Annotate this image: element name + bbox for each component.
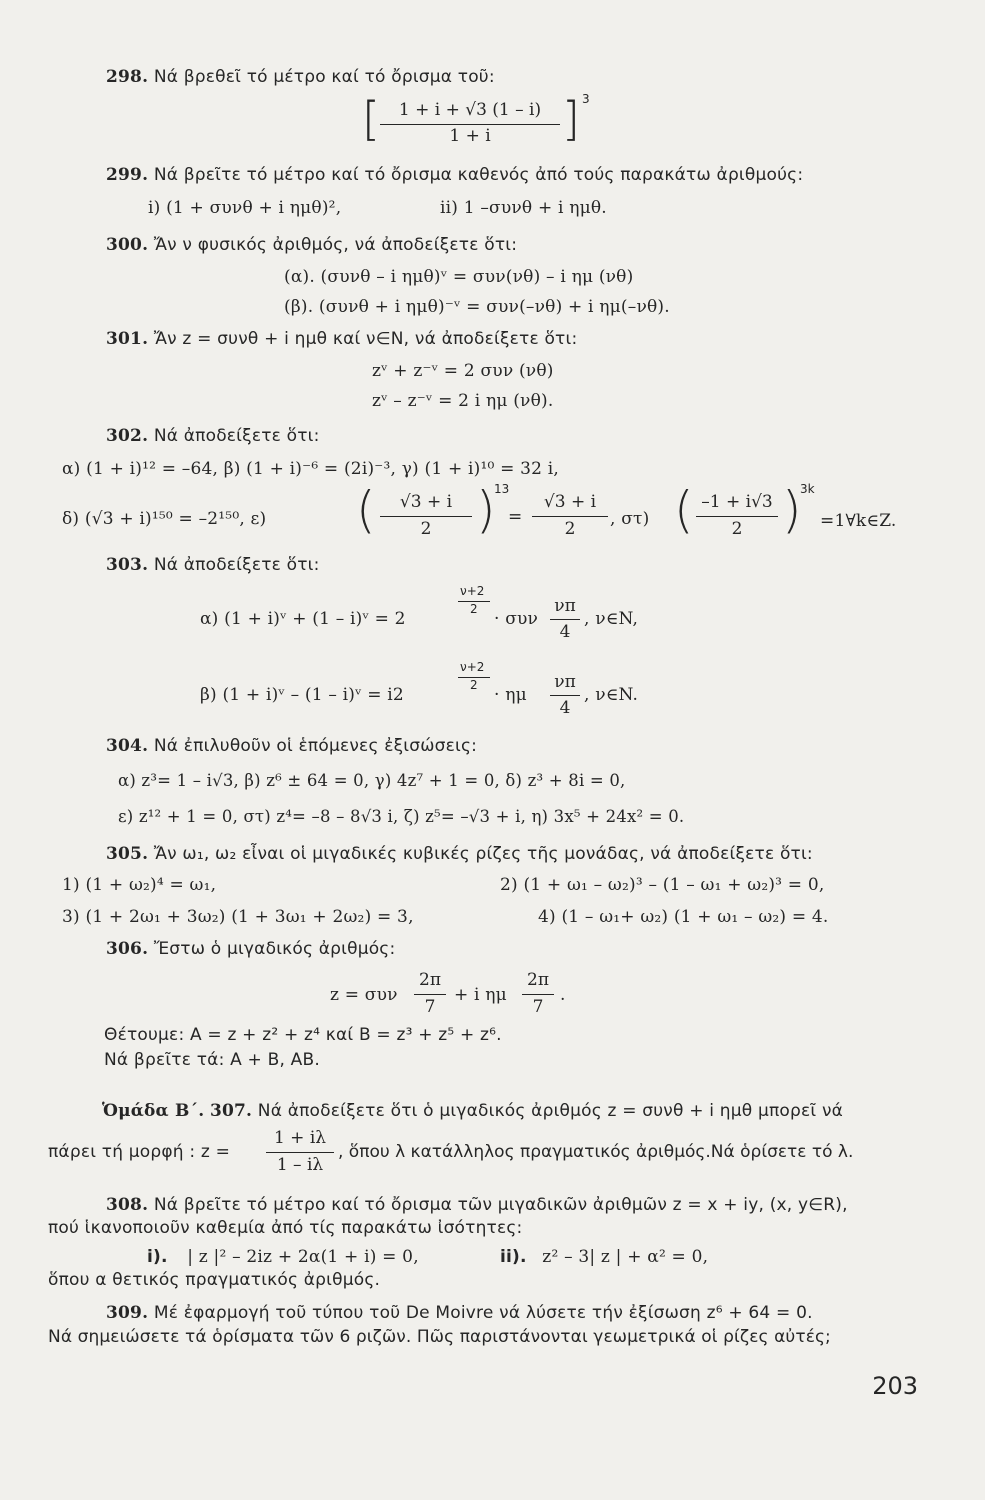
problem-303 [106, 554, 320, 576]
problem-text: Νά βρεθεῖ τό μέτρο καί τό ὄρισμα τοῦ: [153, 67, 495, 87]
fraction-numerator: 1 + i + √3 (1 – i) [398, 100, 542, 120]
problem-309 [106, 1302, 813, 1324]
problem-text: Ἔστω ὁ μιγαδικός ἀριθμός: [153, 939, 396, 959]
frac-bar [550, 695, 580, 696]
exp-numerator: ν+2 [460, 660, 485, 674]
problem-text: Νά βρεῖτε τό μέτρο καί τό ὄρισμα καθενός ἀπό τούς παρακάτω ἀριθμούς: [153, 165, 804, 185]
item-1: 1) (1 + ω₂)⁴ = ω₁, [62, 875, 217, 895]
e-denominator: 2 [420, 519, 432, 539]
fraction-denominator: 1 + i [449, 126, 491, 146]
problem-number: 308. [106, 1195, 149, 1215]
mid: · ημ [494, 685, 527, 705]
problem-304 [106, 735, 477, 757]
f1-numerator: 2π [419, 970, 441, 990]
tail: ὅπου α θετικός πραγματικός ἀριθμός. [48, 1270, 381, 1290]
set-line: Θέτουμε: A = z + z² + z⁴ καί B = z³ + z⁵ + z⁶. [104, 1025, 502, 1045]
z-mid: + i ημ [454, 985, 507, 1005]
z-lhs: z = συν [330, 985, 398, 1005]
problem-text: Νά βρεῖτε τό μέτρο καί τό ὄρισμα τῶν μιγαδικῶν ἀριθμῶν z = x + iy, (x, y∈R), [153, 1195, 848, 1215]
f1-denominator: 7 [424, 997, 436, 1017]
item-i [147, 1246, 419, 1268]
item-ii: ii) 1 –συνθ + i ημθ. [440, 198, 607, 218]
group-label: Ὁμάδα Β΄. [102, 1101, 205, 1121]
f1-bar [414, 994, 446, 995]
frac-numerator: νπ [554, 596, 576, 616]
problem-number: 302. [106, 426, 149, 446]
equation-2: zᵛ – z⁻ᵛ = 2 i ημ (νθ). [372, 391, 554, 411]
problem-298 [106, 66, 495, 88]
problem-number: 303. [106, 555, 149, 575]
problem-text: Νά ἀποδείξετε ὅτι ὁ μιγαδικός ἀριθμός z = συνθ + i ημθ μπορεῖ νά [257, 1101, 844, 1121]
f2-denominator: 7 [532, 997, 544, 1017]
problem-number: 309. [106, 1303, 149, 1323]
item-i: i) (1 + συνθ + i ημθ)², [148, 198, 342, 218]
paren-close: ) [476, 481, 496, 539]
problem-number: 299. [106, 165, 149, 185]
item-2: 2) (1 + ω₁ – ω₂)³ – (1 – ω₁ + ω₂)³ = 0, [500, 875, 825, 895]
e-rhs-bar [532, 516, 608, 517]
problem-300 [106, 234, 517, 256]
problem-text: Νά ἀποδείξετε ὅτι: [153, 426, 320, 446]
exp-denominator: 2 [470, 602, 478, 616]
problem-text: Ἄν ω₁, ω₂ εἶναι οἱ μιγαδικές κυβικές ρίζες τῆς μονάδας, νά ἀποδείξετε ὅτι: [153, 844, 813, 864]
equation-ii: z² – 3| z | + α² = 0, [542, 1247, 709, 1267]
equations-line-1: α) z³= 1 – i√3, β) z⁶ ± 64 = 0, γ) 4z⁷ + 1 = 0, δ) z³ + 8i = 0, [118, 771, 626, 790]
problem-number: 304. [106, 736, 149, 756]
f2-bar [522, 994, 554, 995]
exp-numerator: ν+2 [460, 584, 485, 598]
exp-denominator: 2 [470, 678, 478, 692]
lhs: α) (1 + i)ᵛ + (1 – i)ᵛ = 2 [200, 609, 406, 629]
problem-number: 307. [209, 1101, 253, 1121]
page-number: 203 [872, 1372, 918, 1400]
e-fraction-bar [380, 516, 472, 517]
equation-1: zᵛ + z⁻ᵛ = 2 συν (νθ) [372, 361, 554, 381]
problem-number: 306. [106, 939, 149, 959]
problem-305 [106, 843, 813, 865]
problem-308 [106, 1194, 848, 1216]
part-d: δ) (√3 + i)¹⁵⁰ = –2¹⁵⁰, ε) [62, 509, 267, 529]
z-end: . [560, 985, 566, 1005]
frac-bar [266, 1152, 334, 1153]
problem-text: Ἄν z = συνθ + i ημθ καί ν∈N, νά ἀποδείξετε ὅτι: [153, 329, 578, 349]
item-ii [500, 1246, 708, 1268]
e-rhs-denominator: 2 [564, 519, 576, 539]
tail: , ν∈N, [584, 609, 639, 629]
mid: · συν [494, 609, 539, 629]
e-rhs-numerator: √3 + i [543, 492, 597, 512]
right-bracket: ] [562, 92, 580, 146]
f2-numerator: 2π [527, 970, 549, 990]
equations-line-2: ε) z¹² + 1 = 0, στ) z⁴= –8 – 8√3 i, ζ) z⁵= –√3 + i, η) 3x⁵ + 24x² = 0. [118, 807, 685, 826]
st-paren-open: ( [674, 481, 694, 539]
problem-number: 301. [106, 329, 149, 349]
item-3: 3) (1 + 2ω₁ + 3ω₂) (1 + 3ω₁ + 2ω₂) = 3, [62, 907, 414, 927]
paren-open: ( [356, 481, 376, 539]
problem-301 [106, 328, 577, 350]
find-line: Νά βρεῖτε τά: A + B, AB. [104, 1050, 320, 1070]
st-exponent: 3k [800, 482, 815, 496]
st-denominator: 2 [731, 519, 743, 539]
st-fraction-bar [696, 516, 778, 517]
frac-numerator: νπ [554, 672, 576, 692]
tail: , ν∈N. [584, 685, 639, 705]
part-st-label: , στ) [610, 509, 650, 529]
problem-number: 300. [106, 235, 149, 255]
label-i: i). [147, 1247, 168, 1267]
problem-text: Μέ ἐφαρμογή τοῦ τύπου τοῦ De Moivre νά λύσετε τήν ἐξίσωση z⁶ + 64 = 0. [153, 1303, 813, 1323]
cont: πού ἱκανοποιοῦν καθεμία ἀπό τίς παρακάτω ἰσότητες: [48, 1218, 523, 1238]
exponent: 3 [582, 92, 590, 106]
item-4: 4) (1 – ω₁+ ω₂) (1 + ω₁ – ω₂) = 4. [538, 907, 829, 927]
frac-denominator: 1 – iλ [276, 1155, 324, 1175]
e-numerator: √3 + i [399, 492, 453, 512]
problem-number: 298. [106, 67, 149, 87]
line-a-b-g: α) (1 + i)¹² = –64, β) (1 + i)⁻⁶ = (2i)⁻³, γ) (1 + i)¹⁰ = 32 i, [62, 459, 560, 479]
st-numerator: –1 + i√3 [701, 492, 773, 512]
left-bracket: [ [362, 92, 380, 146]
item-a: (α). (συνθ – i ημθ)ᵛ = συν(νθ) – i ημ (νθ) [284, 267, 634, 287]
lhs: β) (1 + i)ᵛ – (1 – i)ᵛ = i2 [200, 685, 404, 705]
problem-302 [106, 425, 320, 447]
st-paren-close: ) [782, 481, 802, 539]
item-b: (β). (συνθ + i ημθ)⁻ᵛ = συν(–νθ) + i ημ(–νθ). [284, 297, 670, 317]
cont-b: , ὅπου λ κατάλληλος πραγματικός ἀριθμός.Νά ὁρίσετε τό λ. [338, 1142, 854, 1162]
st-tail: =1∀k∈Z. [820, 511, 897, 531]
frac-bar [550, 619, 580, 620]
problem-text: Νά ἀποδείξετε ὅτι: [153, 555, 320, 575]
problem-299 [106, 164, 803, 186]
problem-number: 305. [106, 844, 149, 864]
label-ii: ii). [500, 1247, 527, 1267]
problem-306 [106, 938, 395, 960]
equals: = [508, 507, 523, 527]
e-exponent: 13 [494, 482, 510, 496]
frac-denominator: 4 [559, 622, 571, 642]
cont: Νά σημειώσετε τά ὁρίσματα τῶν 6 ριζῶν. Πῶς παριστάνονται γεωμετρικά οἱ ρίζες αὐτές; [48, 1327, 831, 1347]
fraction-bar [380, 124, 560, 125]
problem-text: Ἄν ν φυσικός ἀριθμός, νά ἀποδείξετε ὅτι: [153, 235, 518, 255]
frac-numerator: 1 + iλ [273, 1128, 327, 1148]
cont-a: πάρει τή μορφή : z = [48, 1142, 231, 1162]
equation-i: | z |² – 2iz + 2α(1 + i) = 0, [187, 1247, 419, 1267]
frac-denominator: 4 [559, 698, 571, 718]
problem-307 [102, 1100, 843, 1122]
problem-text: Νά ἐπιλυθοῦν οἱ ἑπόμενες ἐξισώσεις: [153, 736, 478, 756]
